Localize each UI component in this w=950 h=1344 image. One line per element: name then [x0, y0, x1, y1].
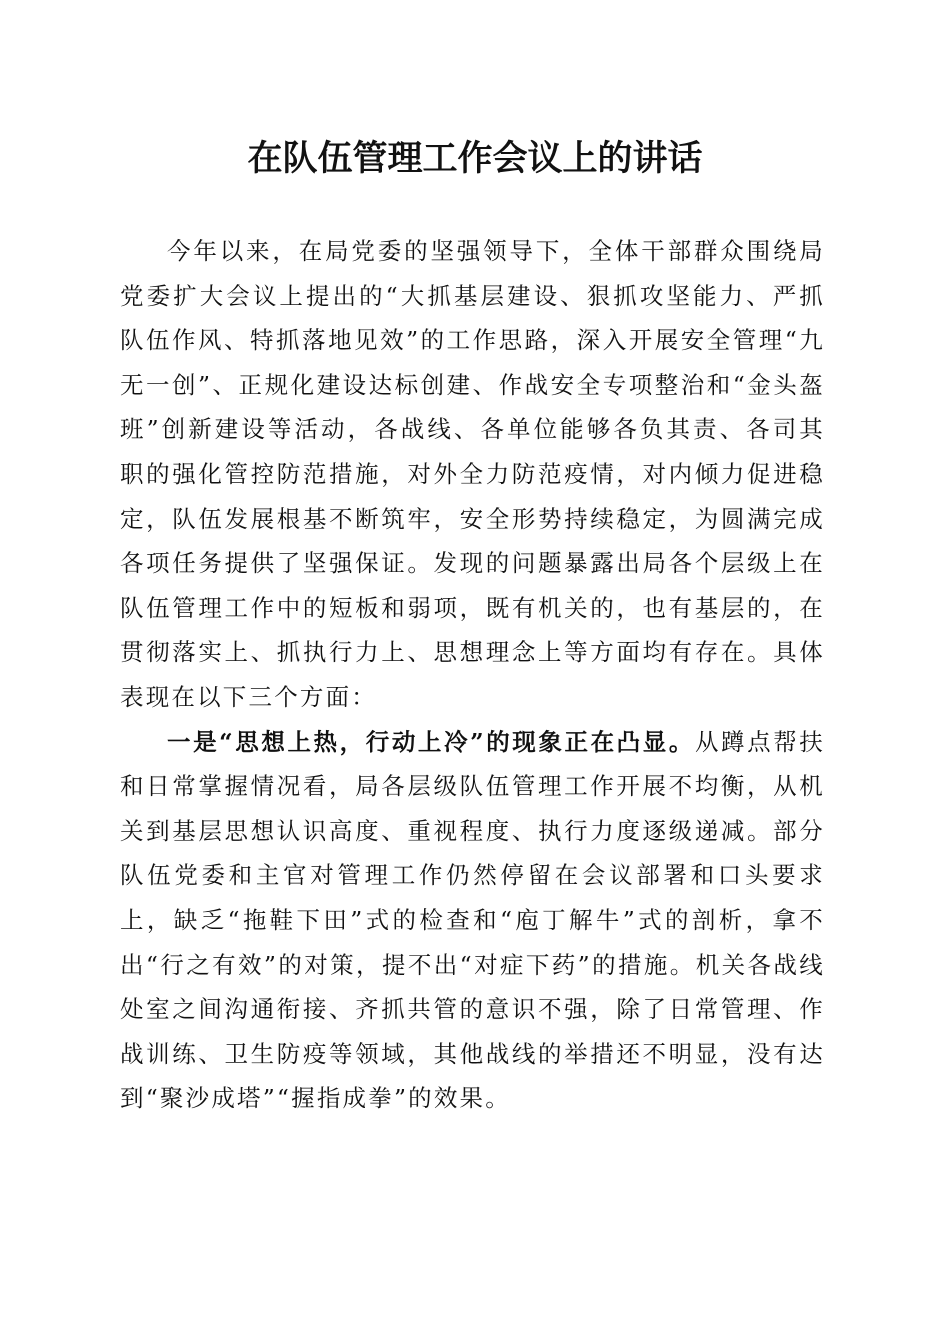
paragraph-intro-text: 今年以来，在局党委的坚强领导下，全体干部群众围绕局党委扩大会议上提出的“大抓基层建设、狠抓攻坚能力、严抓队伍作风、特抓落地见效”的工作思路，深入开展安全管理“九无一创”、正规化建设达标创建、作战安全专项整治和“金头盔班”创新建设等活动，各战线、各单位能够各负其责、各司其职的强化管控防范措施，对外全力防范疫情，对内倾力促进稳定，队伍发展根基不断筑牢，安全形势持续稳定，为圆满完成各项任务提供了坚强保证。发现的问题暴露出局各个层级上在队伍管理工作中的短板和弱项，既有机关的，也有基层的，在贯彻落实上、抓执行力上、思想理念上等方面均有存在。具体表现在以下三个方面： [120, 237, 825, 711]
paragraph-point-one-text: 从蹲点帮扶和日常掌握情况看，局各层级队伍管理工作开展不均衡，从机关到基层思想认识高度、重视程度、执行力度逐级递减。部分队伍党委和主官对管理工作仍然停留在会议部署和口头要求上，缺乏“拖鞋下田”式的检查和“庖丁解牛”式的剖析，拿不出“行之有效”的对策，提不出“对症下药”的措施。机关各战线处室之间沟通衔接、齐抓共管的意识不强，除了日常管理、作战训练、卫生防疫等领域，其他战线的举措还不明显，没有达到“聚沙成塔”“握指成拳”的效果。 [120, 727, 825, 1113]
paragraph-point-one-lead: 一是“思想上热，行动上冷”的现象正在凸显。 [167, 727, 695, 756]
document-title: 在队伍管理工作会议上的讲话 [247, 138, 703, 179]
document-body [120, 229, 825, 1121]
paragraph-intro [120, 229, 825, 720]
paragraph-point-one [120, 720, 825, 1121]
